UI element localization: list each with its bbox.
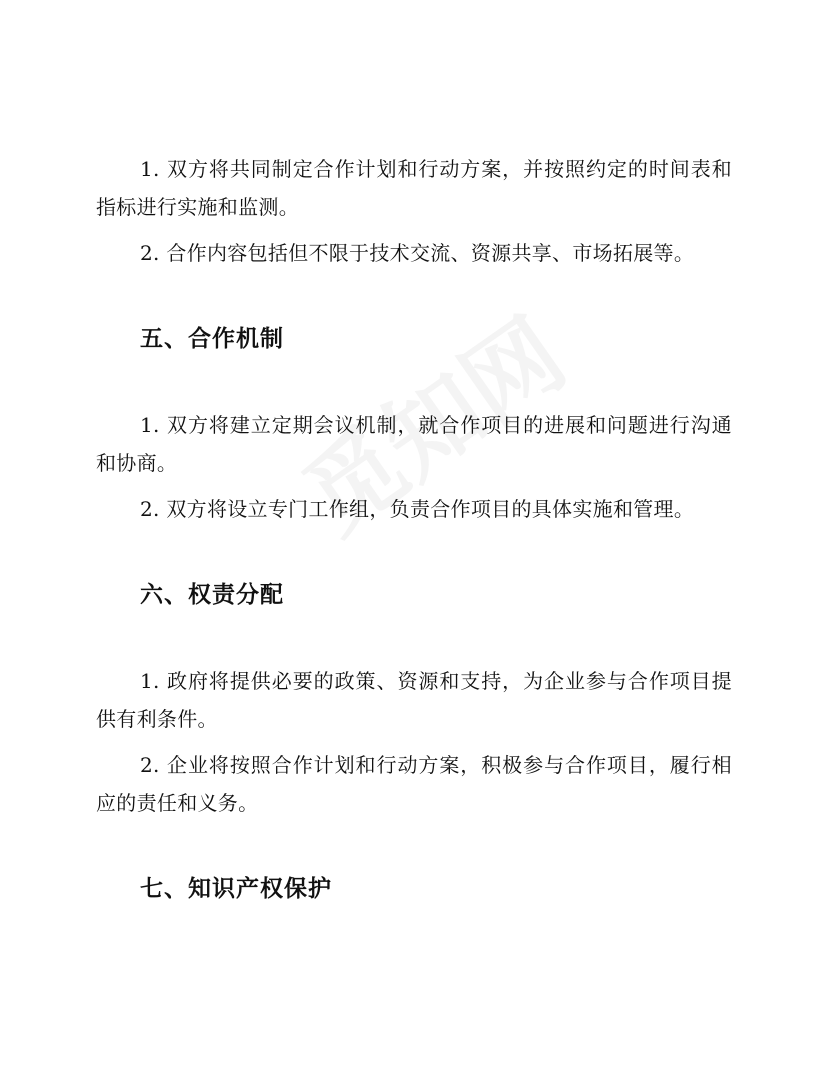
paragraph: 1. 政府将提供必要的政策、资源和支持，为企业参与合作项目提供有利条件。 [96,669,732,731]
paragraph: 2. 双方将设立专门工作组，负责合作项目的具体实施和管理。 [140,497,695,521]
paragraph: 2. 企业将按照合作计划和行动方案，积极参与合作项目，履行相应的责任和义务。 [96,753,732,815]
section-heading: 七、知识产权保护 [140,876,332,902]
paragraph: 2. 合作内容包括但不限于技术交流、资源共享、市场拓展等。 [140,241,695,265]
paragraph: 1. 双方将共同制定合作计划和行动方案，并按照约定的时间表和指标进行实施和监测。 [96,157,732,219]
document-content [96,150,732,906]
paragraph: 1. 双方将建立定期会议机制，就合作项目的进展和问题进行沟通和协商。 [96,413,732,475]
section-heading: 五、合作机制 [140,326,284,352]
section-heading: 六、权责分配 [140,582,284,608]
